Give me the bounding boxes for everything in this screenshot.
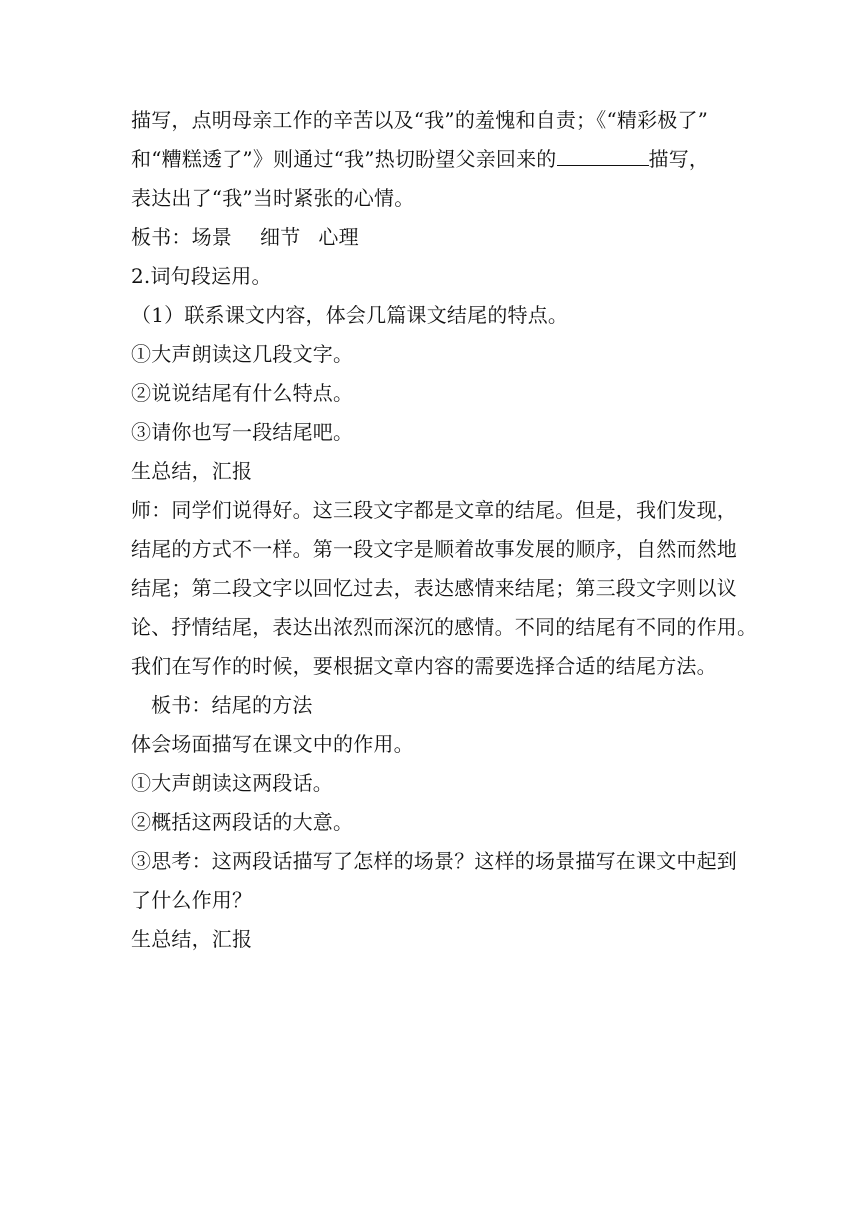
list-item: ③请你也写一段结尾吧。 [131,420,354,444]
list-item: ②说说结尾有什么特点。 [131,381,354,405]
board-notes-scene: 板书：场景 [131,225,232,249]
list-item: ③思考：这两段话描写了怎样的场景？这样的场景描写在课文中起到 [131,849,737,873]
list-item: ②概括这两段话的大意。 [131,810,354,834]
text-line: 师：同学们说得好。这三段文字都是文章的结尾。但是，我们发现， [131,498,737,522]
text-line: 表达出了“我”当时紧张的心情。 [131,186,415,210]
list-item: ①大声朗读这几段文字。 [131,342,354,366]
text-line: 我们在写作的时候，要根据文章内容的需要选择合适的结尾方法。 [131,654,717,678]
text-span: 描写， [648,147,710,171]
text-line: 论、抒情结尾，表达出浓烈而深沉的感情。不同的结尾有不同的作用。 [131,615,758,639]
text-line: 了什么作用？ [131,888,253,912]
list-item: ①大声朗读这两段话。 [131,771,333,795]
text-line: 生总结，汇报 [131,927,253,951]
board-notes-line [131,225,751,250]
text-line: 描写，点明母亲工作的辛苦以及“我”的羞愧和自责；《“精彩极了” [131,108,709,132]
section-heading: 2.词句段运用。 [131,264,272,288]
text-line: 结尾的方式不一样。第一段文字是顺着故事发展的顺序，自然而然地 [131,537,737,561]
board-notes-detail: 细节 [260,225,301,249]
board-notes-psychology: 心理 [318,225,359,249]
text-line: 结尾；第二段文字以回忆过去，表达感情来结尾；第三段文字则以议 [131,576,737,600]
text-line: 体会场面描写在课文中的作用。 [131,732,414,756]
text-span: 和“糟糕透了”》则通过“我”热切盼望父亲回来的 [131,147,557,171]
text-line: 生总结，汇报 [131,459,253,483]
text-line [131,147,751,172]
fill-in-blank [557,147,649,166]
subsection-heading: （1）联系课文内容，体会几篇课文结尾的特点。 [131,303,569,327]
document-page [131,108,758,966]
board-notes-line: 板书：结尾的方法 [151,693,313,717]
